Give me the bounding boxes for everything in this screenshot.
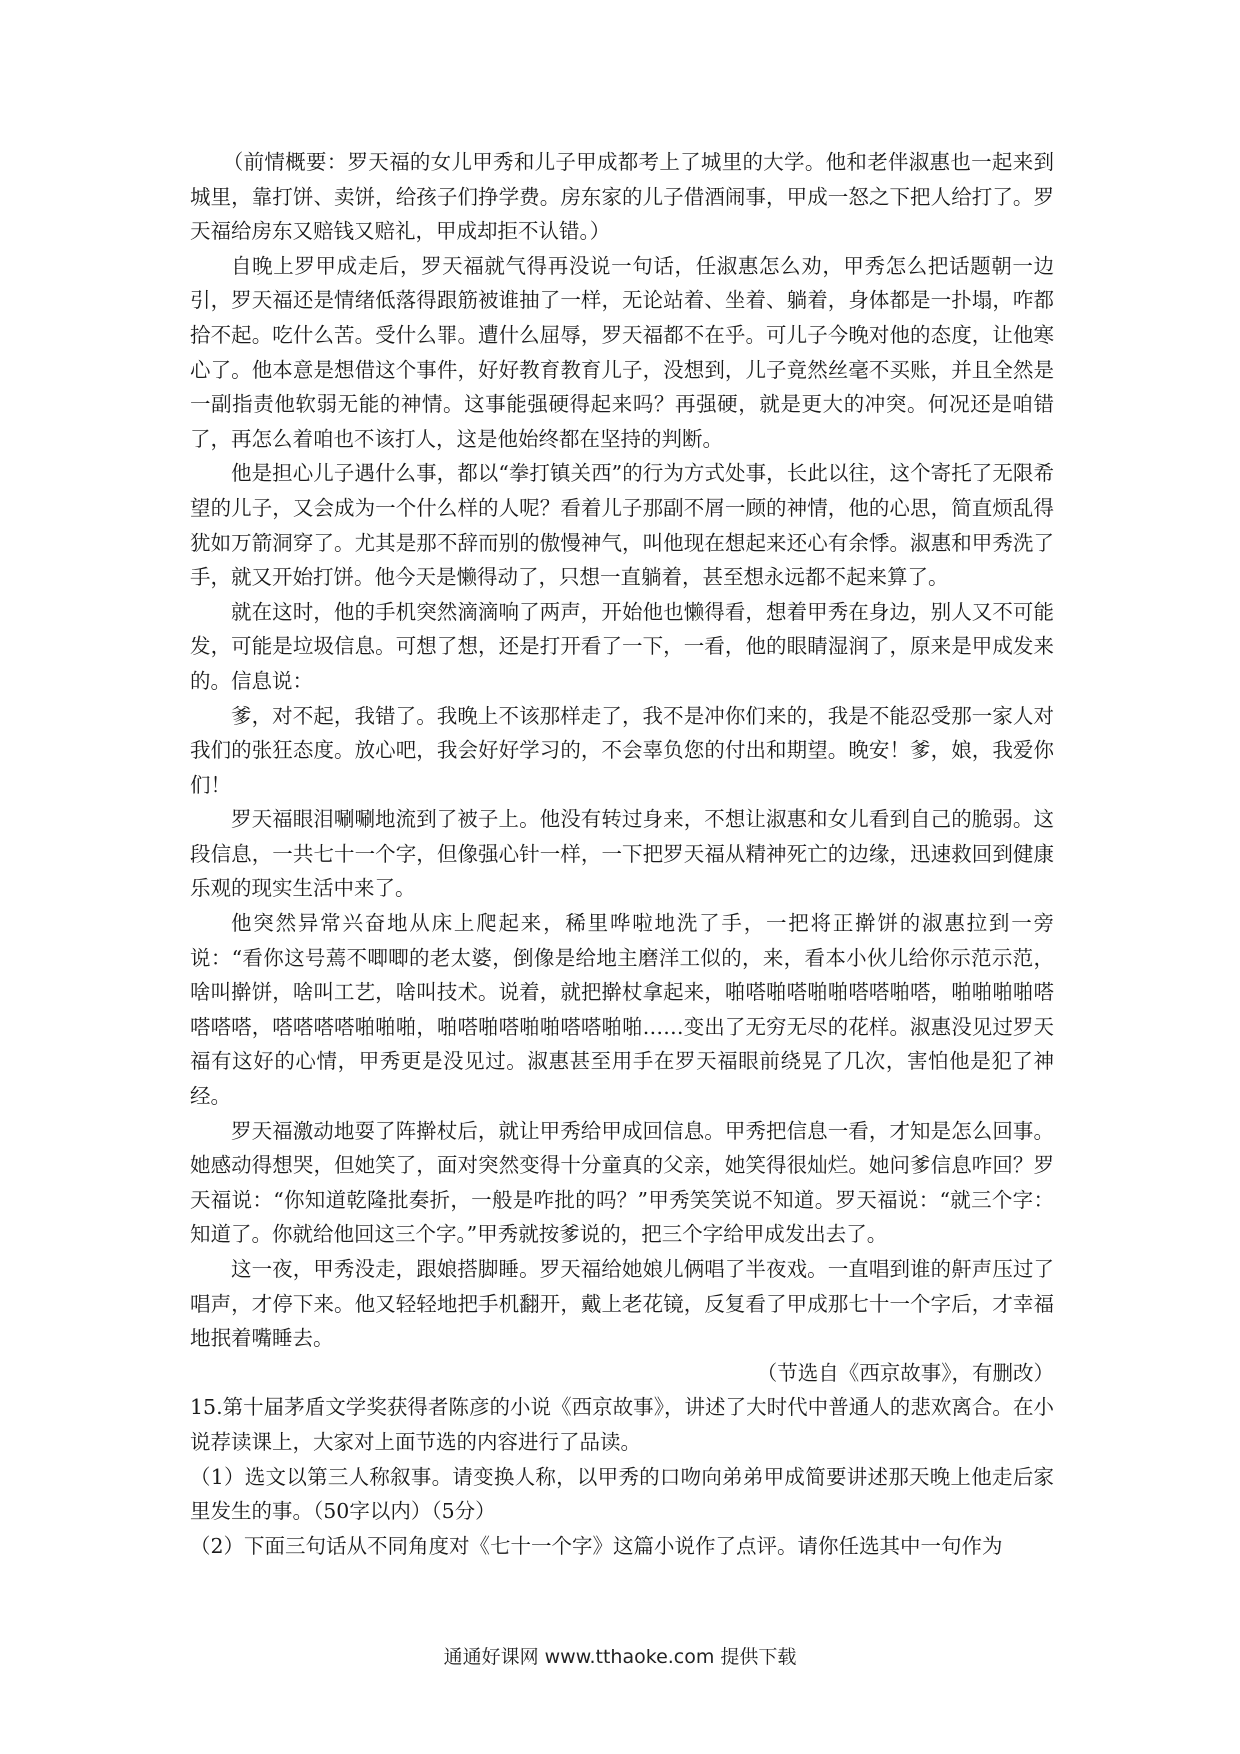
body-paragraph: 罗天福激动地耍了阵擀杖后，就让甲秀给甲成回信息。甲秀把信息一看，才知是怎么回事。她感动得想哭，但她笑了，面对突然变得十分童真的父亲，她笑得很灿烂。她问爹信息咋回？罗天福说：“你知道乾隆批奏折，一般是咋批的吗？”甲秀笑笑说不知道。罗天福说：“就三个字：知道了。你就给他回这三个字。”甲秀就按爹说的，把三个字给甲成发出去了。: [190, 1118, 1054, 1247]
article-body: [190, 145, 1054, 1563]
question-stem: 15.第十届茅盾文学奖获得者陈彦的小说《西京故事》，讲述了大时代中普通人的悲欢离合。在小说荐读课上，大家对上面节选的内容进行了品读。: [190, 1395, 1054, 1454]
body-paragraph: 他是担心儿子遇什么事，都以“拳打镇关西”的行为方式处事，长此以往，这个寄托了无限希望的儿子，又会成为一个什么样的人呢？看着儿子那副不屑一顾的神情，他的心思，简直烦乱得犹如万箭洞穿了。尤其是那不辞而别的傲慢神气，叫他现在想起来还心有余悸。淑惠和甲秀洗了手，就又开始打饼。他今天是懒得动了，只想一直躺着，甚至想永远都不起来算了。: [190, 461, 1054, 590]
footer-watermark: 通通好课网 www.tthaoke.com 提供下载: [443, 1646, 797, 1668]
sub-question-1: （1）选文以第三人称叙事。请变换人称，以甲秀的口吻向弟弟甲成简要讲述那天晚上他走后家里发生的事。（50字以内）（5分）: [190, 1464, 1054, 1524]
intro-paragraph: （前情概要：罗天福的女儿甲秀和儿子甲成都考上了城里的大学。他和老伴淑惠也一起来到城里，靠打饼、卖饼，给孩子们挣学费。房东家的儿子借酒闹事，甲成一怒之下把人给打了。罗天福给房东又赔钱又赔礼，甲成却拒不认错。）: [190, 150, 1054, 244]
body-paragraph: 自晚上罗甲成走后，罗天福就气得再没说一句话，任淑惠怎么劝，甲秀怎么把话题朝一边引，罗天福还是情绪低落得跟筋被谁抽了一样，无论站着、坐着、躺着，身体都是一扑塌，咋都拾不起。吃什么苦。受什么罪。遭什么屈辱，罗天福都不在乎。可儿子今晚对他的态度，让他寒心了。他本意是想借这个事件，好好教育教育儿子，没想到，儿子竟然丝毫不买账，并且全然是一副指责他软弱无能的神情。这事能强硬得起来吗？再强硬，就是更大的冲突。何况还是咱错了，再怎么着咱也不该打人，这是他始终都在坚持的判断。: [190, 253, 1054, 451]
body-paragraph: 这一夜，甲秀没走，跟娘搭脚睡。罗天福给她娘儿俩唱了半夜戏。一直唱到谁的鼾声压过了唱声，才停下来。他又轻轻地把手机翻开，戴上老花镜，反复看了甲成那七十一个字后，才幸福地抿着嘴睡去。: [190, 1257, 1054, 1351]
body-paragraph: 罗天福眼泪唰唰地流到了被子上。他没有转过身来，不想让淑惠和女儿看到自己的脆弱。这段信息，一共七十一个字，但像强心针一样，一下把罗天福从精神死亡的边缘，迅速救回到健康乐观的现实生活中来了。: [190, 807, 1054, 901]
source-citation: （节选自《西京故事》，有删改）: [756, 1360, 1054, 1385]
sub-question-2: （2）下面三句话从不同角度对《七十一个字》这篇小说作了点评。请你任选其中一句作为: [190, 1533, 1003, 1558]
message-paragraph: 爹，对不起，我错了。我晚上不该那样走了，我不是冲你们来的，我是不能忍受那一家人对我们的张狂态度。放心吧，我会好好学习的，不会辜负您的付出和期望。晚安！爹，娘，我爱你们！: [190, 703, 1054, 797]
body-paragraph: 他突然异常兴奋地从床上爬起来，稀里哗啦地洗了手，一把将正擀饼的淑惠拉到一旁说：“看你这号蔫不唧唧的老太婆，倒像是给地主磨洋工似的，来，看本小伙儿给你示范示范，啥叫擀饼，啥叫工艺，啥叫技术。说着，就把擀杖拿起来，啪嗒啪嗒啪啪嗒嗒啪嗒，啪啪啪啪嗒嗒嗒嗒，嗒嗒嗒嗒啪啪啪，啪嗒啪嗒啪啪嗒嗒啪啪……变出了无穷无尽的花样。淑惠没见过罗天福有这好的心情，甲秀更是没见过。淑惠甚至用手在罗天福眼前绕晃了几次，害怕他是犯了神经。: [190, 911, 1054, 1109]
body-paragraph: 就在这时，他的手机突然滴滴响了两声，开始他也懒得看，想着甲秀在身边，别人又不可能发，可能是垃圾信息。可想了想，还是打开看了一下，一看，他的眼睛湿润了，原来是甲成发来的。信息说：: [190, 599, 1054, 693]
